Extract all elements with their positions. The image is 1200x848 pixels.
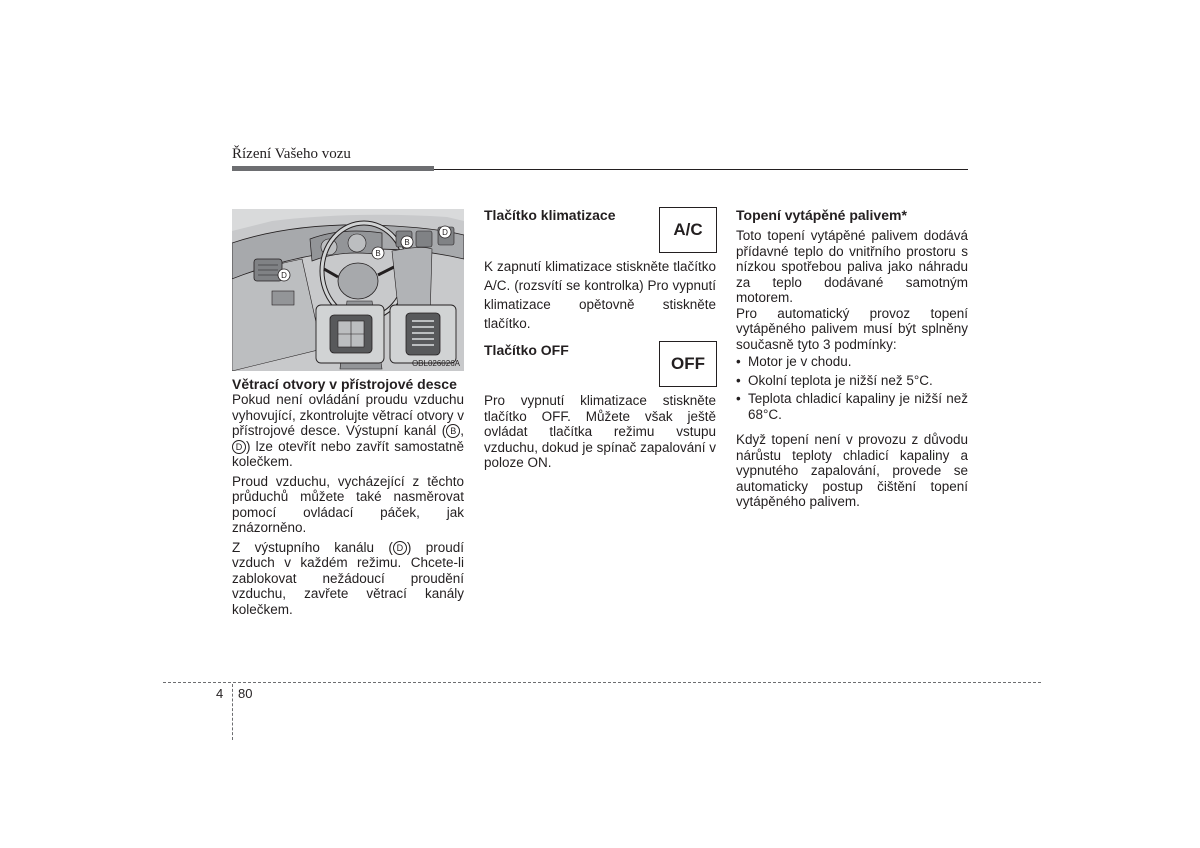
text-run: ) proudí vzduch v každém režimu. Chcete-li zablokovat nežádoucí proudění vzduchu, zavřete větrací kanály kolečkem. <box>232 539 464 617</box>
chapter-number: 4 <box>216 686 224 701</box>
column-1 <box>232 376 464 621</box>
ac-button-illustration: A/C <box>659 207 717 253</box>
section-heading-off: Tlačítko OFF <box>484 342 569 358</box>
paragraph: Pro automatický provoz topení vytápěného palivem musí být splněny současně tyto 3 podmínky: <box>736 305 968 352</box>
callout-d-symbol: D <box>232 440 246 454</box>
dashboard-drawing <box>232 209 464 371</box>
column-3 <box>736 207 968 514</box>
section-heading-ac: Tlačítko klimatizace <box>484 207 616 223</box>
text-run: Z výstupního kanálu ( <box>232 539 393 555</box>
header-rule-line <box>434 169 968 170</box>
header-rule-bar <box>232 166 434 171</box>
svg-text:B: B <box>404 238 410 247</box>
paragraph <box>232 540 464 618</box>
text-run: Pokud není ovládání proudu vzduchu vyhovující, zkontrolujte větrací otvory v přístrojové desce. Výstupní kanál ( <box>232 392 464 438</box>
list-item: • Okolní teplota je nižší než 5°C. <box>736 372 933 388</box>
running-header: Řízení Vašeho vozu <box>232 146 351 162</box>
paragraph: Pro vypnutí klimatizace stiskněte tlačítko OFF. Můžete však ještě ovládat tlačítka režimu vstupu vzduchu, dokud je spínač zapalování v poloze ON. <box>484 393 716 470</box>
paragraph: Toto topení vytápěné palivem dodává přídavné teplo do vnitřního prostoru s nízkou spotřebou paliva jako náhradu za teplo dodávané samotným motorem. <box>736 228 968 305</box>
dashboard-vents-illustration <box>232 209 464 371</box>
off-button-illustration: OFF <box>659 341 717 387</box>
page-number: 80 <box>238 686 253 701</box>
callout-d-symbol: D <box>393 541 407 555</box>
image-code: OBL026026A <box>411 359 460 368</box>
header-rule <box>232 166 968 171</box>
svg-text:B: B <box>375 249 381 258</box>
section-heading-fuel-heater: Topení vytápěné palivem* <box>736 207 907 223</box>
text-run: ) lze otevřít nebo zavřít samostatně kolečkem. <box>232 438 464 469</box>
bullet: • <box>736 372 741 388</box>
section-heading-vents: Větrací otvory v přístrojové desce <box>232 376 457 392</box>
list-item: • Motor je v chodu. <box>736 354 852 369</box>
callout-b-symbol: B <box>446 424 460 438</box>
bullet: • <box>736 354 741 369</box>
svg-text:D: D <box>442 228 448 237</box>
paragraph <box>232 392 464 470</box>
paragraph: K zapnutí klimatizace stiskněte tlačítko A/C. (rozsvítí se kontrolka) Pro vypnutí klimatizace opětovně stiskněte tlačítko. <box>484 259 716 331</box>
conditions-list <box>736 354 968 422</box>
bullet: • <box>736 391 741 406</box>
text-run: , <box>460 423 464 438</box>
paragraph: Proud vzduchu, vycházející z těchto průduchů můžete také nasměrovat pomocí ovládací páček, jak znázorněno. <box>232 473 464 535</box>
footer-divider <box>232 684 233 740</box>
footer-rule <box>163 682 1041 683</box>
svg-text:D: D <box>281 271 287 280</box>
list-item: • Teplota chladicí kapaliny je nižší než 68°C. <box>736 391 968 422</box>
paragraph: Když topení není v provozu z důvodu nárůstu teploty chladicí kapaliny a vypnutého zapalování, provede se automaticky postup čištění topení vytápěného palivem. <box>736 432 968 509</box>
